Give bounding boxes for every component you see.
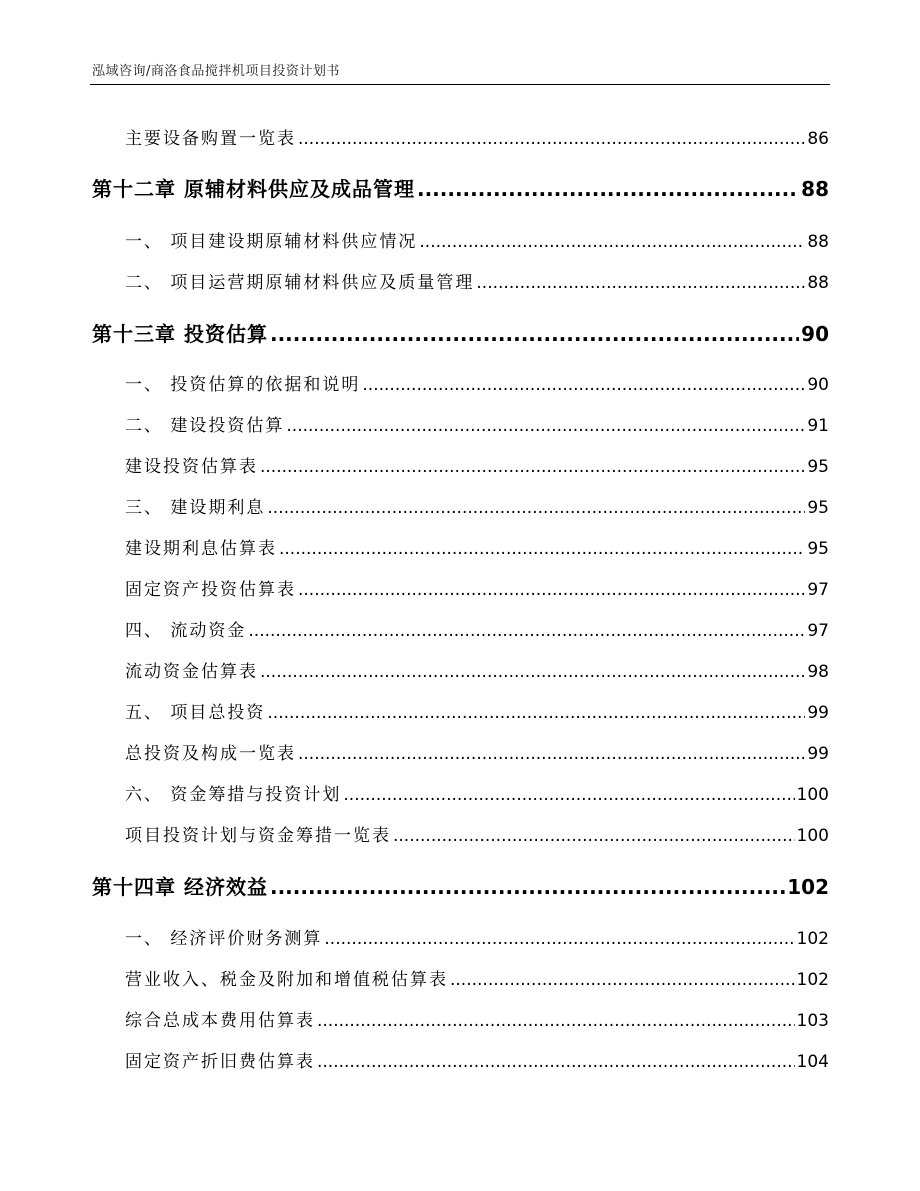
toc-entry-title: 营业收入、税金及附加和增值税估算表 bbox=[125, 970, 448, 990]
toc-entry[interactable] bbox=[125, 780, 829, 805]
dot-leader bbox=[267, 703, 805, 723]
dot-leader bbox=[270, 875, 785, 899]
toc-entry[interactable] bbox=[125, 1006, 829, 1031]
dot-leader bbox=[324, 929, 794, 949]
toc-entry[interactable] bbox=[125, 698, 829, 723]
dot-leader bbox=[450, 970, 795, 990]
toc-chapter-title: 第十四章 经济效益 bbox=[92, 875, 268, 899]
dot-leader bbox=[270, 322, 799, 346]
toc-entry-title: 综合总成本费用估算表 bbox=[125, 1011, 315, 1031]
toc-entry-page: 95 bbox=[807, 457, 829, 477]
toc-entry[interactable] bbox=[125, 821, 829, 846]
dot-leader bbox=[393, 826, 795, 846]
dot-leader bbox=[317, 1052, 795, 1072]
dot-leader bbox=[248, 621, 805, 641]
toc-entry-page: 97 bbox=[807, 621, 829, 641]
toc-entry-page: 91 bbox=[807, 416, 829, 436]
toc-entry-title: 建设期利息估算表 bbox=[125, 539, 277, 559]
dot-leader bbox=[419, 232, 805, 252]
toc-entry[interactable] bbox=[125, 739, 829, 764]
page-header: 泓域咨询/商洛食品搅拌机项目投资计划书 bbox=[92, 64, 340, 79]
toc-entry[interactable] bbox=[125, 124, 829, 149]
dot-leader bbox=[476, 273, 805, 293]
toc-entry-page: 100 bbox=[796, 826, 829, 846]
toc-chapter[interactable] bbox=[92, 173, 829, 202]
toc-entry-title: 建设投资估算表 bbox=[125, 457, 258, 477]
toc-chapter[interactable] bbox=[92, 318, 829, 347]
toc-entry[interactable] bbox=[125, 965, 829, 990]
toc-entry[interactable] bbox=[125, 575, 829, 600]
toc-entry-page: 100 bbox=[796, 785, 829, 805]
toc-entry-title: 二、 建设投资估算 bbox=[125, 416, 285, 436]
toc-entry-page: 88 bbox=[807, 232, 829, 252]
dot-leader bbox=[298, 129, 805, 149]
toc-entry-page: 95 bbox=[807, 539, 829, 559]
toc-entry-title: 总投资及构成一览表 bbox=[125, 744, 296, 764]
dot-leader bbox=[298, 580, 805, 600]
toc-entry[interactable] bbox=[125, 1047, 829, 1072]
toc-entry-page: 98 bbox=[807, 662, 829, 682]
toc-entry-title: 主要设备购置一览表 bbox=[125, 129, 296, 149]
toc-entry-title: 固定资产折旧费估算表 bbox=[125, 1052, 315, 1072]
toc-entry-title: 一、 经济评价财务测算 bbox=[125, 929, 323, 949]
dot-leader bbox=[362, 375, 805, 395]
toc-chapter-page: 90 bbox=[801, 322, 829, 346]
toc-entry-page: 99 bbox=[807, 703, 829, 723]
toc-entry[interactable] bbox=[125, 227, 829, 252]
toc-entry[interactable] bbox=[125, 370, 829, 395]
toc-chapter-title: 第十三章 投资估算 bbox=[92, 322, 268, 346]
toc-entry-page: 102 bbox=[796, 929, 829, 949]
toc-entry-title: 二、 项目运营期原辅材料供应及质量管理 bbox=[125, 273, 475, 293]
dot-leader bbox=[260, 662, 805, 682]
dot-leader bbox=[279, 539, 805, 559]
toc-entry-title: 一、 项目建设期原辅材料供应情况 bbox=[125, 232, 418, 252]
toc-entry[interactable] bbox=[125, 657, 829, 682]
toc-entry-page: 88 bbox=[807, 273, 829, 293]
toc-entry-title: 流动资金估算表 bbox=[125, 662, 258, 682]
dot-leader bbox=[417, 177, 799, 201]
dot-leader bbox=[267, 498, 805, 518]
toc-entry-page: 99 bbox=[807, 744, 829, 764]
toc-chapter-title: 第十二章 原辅材料供应及成品管理 bbox=[92, 177, 415, 201]
toc-entry-page: 102 bbox=[796, 970, 829, 990]
toc-entry-title: 六、 资金筹措与投资计划 bbox=[125, 785, 342, 805]
toc-entry-title: 固定资产投资估算表 bbox=[125, 580, 296, 600]
toc-entry[interactable] bbox=[125, 452, 829, 477]
dot-leader bbox=[260, 457, 805, 477]
toc-chapter-page: 102 bbox=[787, 875, 829, 899]
toc-entry-page: 90 bbox=[807, 375, 829, 395]
toc-entry-page: 104 bbox=[796, 1052, 829, 1072]
toc-entry-title: 三、 建设期利息 bbox=[125, 498, 266, 518]
dot-leader bbox=[343, 785, 794, 805]
dot-leader bbox=[286, 416, 805, 436]
toc-entry[interactable] bbox=[125, 493, 829, 518]
toc-entry-page: 95 bbox=[807, 498, 829, 518]
toc-entry[interactable] bbox=[125, 268, 829, 293]
toc-chapter[interactable] bbox=[92, 871, 829, 900]
header-divider bbox=[90, 84, 830, 85]
toc-entry[interactable] bbox=[125, 534, 829, 559]
toc-entry-title: 五、 项目总投资 bbox=[125, 703, 266, 723]
toc-entry[interactable] bbox=[125, 411, 829, 436]
toc-entry[interactable] bbox=[125, 924, 829, 949]
toc-entry-page: 97 bbox=[807, 580, 829, 600]
toc-chapter-page: 88 bbox=[801, 177, 829, 201]
toc-entry-page: 103 bbox=[796, 1011, 829, 1031]
dot-leader bbox=[298, 744, 805, 764]
toc-entry-title: 一、 投资估算的依据和说明 bbox=[125, 375, 361, 395]
toc-entry-title: 四、 流动资金 bbox=[125, 621, 247, 641]
toc-entry-title: 项目投资计划与资金筹措一览表 bbox=[125, 826, 391, 846]
toc-entry-page: 86 bbox=[807, 129, 829, 149]
dot-leader bbox=[317, 1011, 795, 1031]
toc-entry[interactable] bbox=[125, 616, 829, 641]
